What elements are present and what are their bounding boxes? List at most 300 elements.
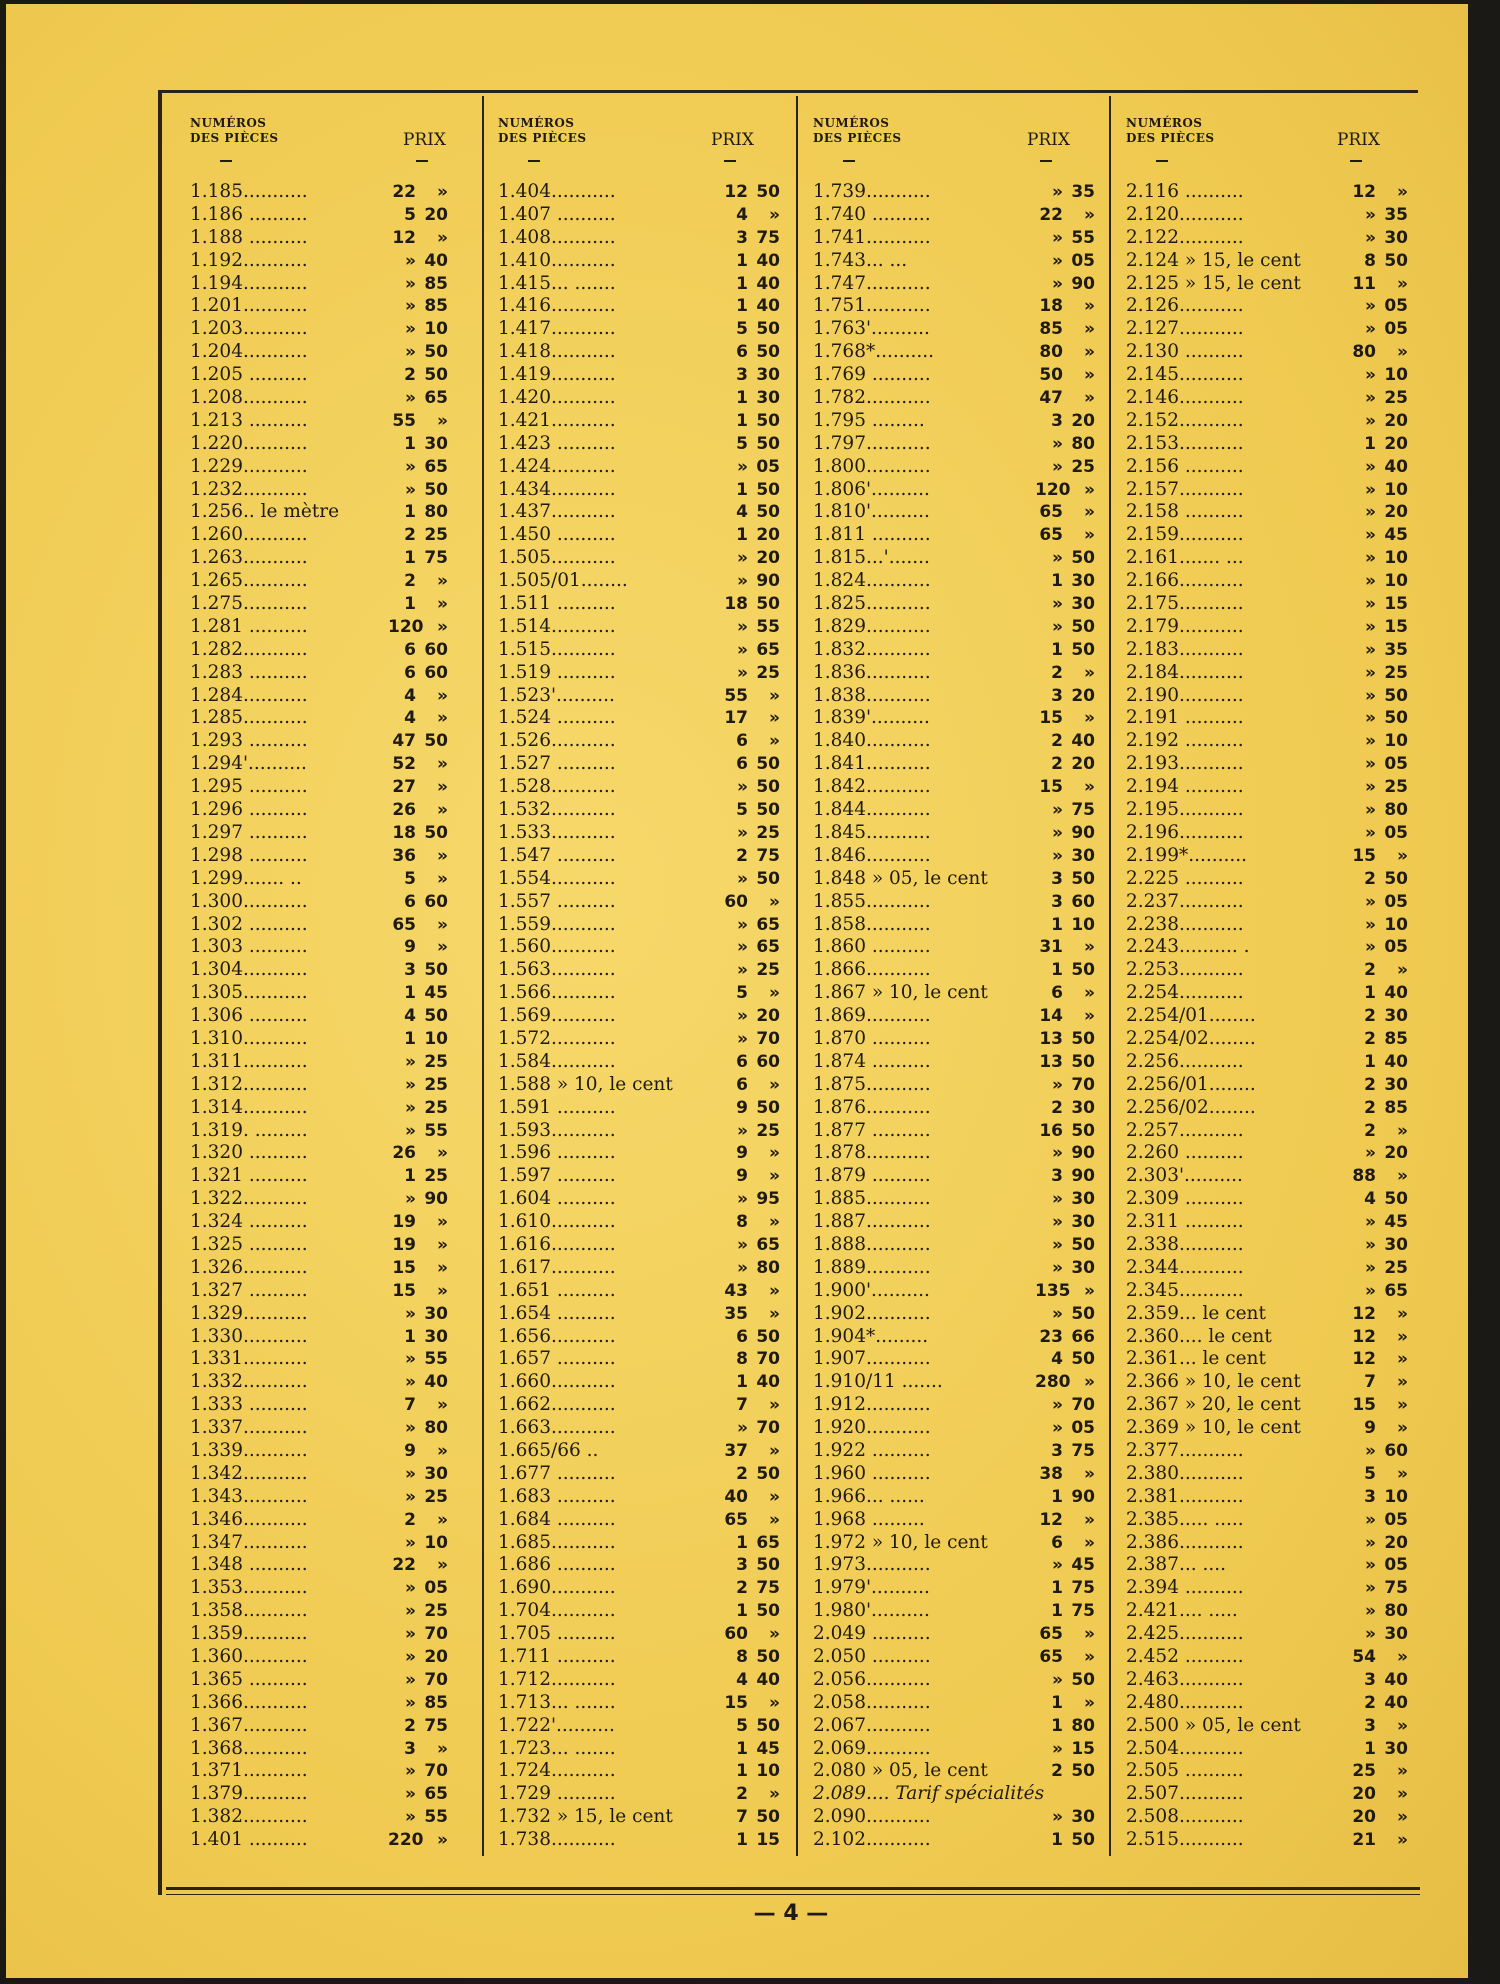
price [720, 1646, 780, 1669]
price-centimes: 90 [1071, 273, 1095, 294]
price-centimes: » [1397, 1647, 1408, 1667]
price-francs: » [405, 388, 416, 409]
price-francs: 1 [1051, 960, 1063, 981]
price-centimes: 70 [424, 1624, 448, 1645]
price [388, 1051, 448, 1074]
price-row [188, 433, 470, 456]
part-number: 2.166........... [1126, 570, 1244, 592]
price-francs: » [737, 1189, 748, 1210]
price-centimes: » [437, 868, 448, 889]
price-centimes: 40 [424, 1372, 448, 1393]
price-francs: 2 [736, 1463, 748, 1484]
price-row [188, 1165, 470, 1188]
price-row [188, 730, 470, 753]
price-centimes: » [437, 1257, 448, 1278]
part-number: 1.298 .......... [190, 844, 308, 866]
price-centimes: 55 [424, 1349, 448, 1370]
price-francs: 22 [392, 1555, 416, 1576]
price [388, 593, 448, 616]
price-centimes: 80 [1071, 1715, 1095, 1736]
price-centimes: » [1084, 342, 1095, 363]
price-francs: » [737, 662, 748, 683]
price-centimes: 70 [1071, 1395, 1095, 1416]
price-francs: 7 [404, 1395, 416, 1416]
price-centimes: 50 [1071, 639, 1095, 660]
price-francs: » [1365, 1143, 1376, 1164]
part-number: 2.256/01........ [1126, 1073, 1256, 1095]
price-francs: » [1052, 1234, 1063, 1255]
price [388, 914, 448, 937]
price-row [811, 227, 1094, 250]
price-centimes: 70 [756, 1418, 780, 1439]
price-row [811, 982, 1094, 1005]
part-number: 1.311........... [190, 1050, 308, 1072]
price [1035, 1303, 1095, 1326]
price-francs: » [1052, 1143, 1063, 1164]
numeros-header [498, 116, 587, 146]
part-number: 2.366 » 10, le cent [1126, 1371, 1301, 1393]
price-francs: » [1365, 525, 1376, 546]
part-number: 1.331........... [190, 1348, 308, 1370]
column-header [1124, 104, 1404, 176]
price [1348, 959, 1408, 982]
price-centimes: » [437, 914, 448, 935]
price-row [496, 1692, 778, 1715]
price-francs: 1 [404, 594, 416, 615]
price-centimes: 05 [1384, 822, 1408, 843]
price-row [188, 1715, 470, 1738]
price [1035, 1760, 1095, 1783]
price-centimes: 30 [1384, 1738, 1408, 1759]
part-number: 2.157........... [1126, 478, 1244, 500]
price-francs: 120 [1035, 479, 1071, 500]
price-centimes: » [1397, 1761, 1408, 1782]
price-francs: » [737, 1234, 748, 1255]
price [388, 662, 448, 685]
price-row [496, 1303, 778, 1326]
part-number: 1.304........... [190, 959, 308, 981]
price-row [496, 1211, 778, 1234]
column-separator [482, 96, 484, 1856]
price [1348, 1532, 1408, 1555]
price-row [1124, 387, 1408, 410]
price-centimes: » [1397, 845, 1408, 866]
price-francs: » [737, 937, 748, 958]
price-row [811, 295, 1094, 318]
price-francs: » [737, 1006, 748, 1027]
price-row [188, 387, 470, 410]
part-number: 1.408........... [498, 226, 616, 248]
price-centimes: 50 [1071, 1669, 1095, 1690]
price-row [188, 1348, 470, 1371]
price-francs: 43 [724, 1280, 748, 1301]
part-number: 2.359... le cent [1126, 1302, 1266, 1324]
part-number: 1.353........... [190, 1577, 308, 1599]
price-francs: 2 [404, 365, 416, 386]
price-row [188, 868, 470, 891]
price-row [188, 547, 470, 570]
price-francs: 65 [1039, 525, 1063, 546]
price-centimes: 20 [1384, 1143, 1408, 1164]
price-francs: » [737, 616, 748, 637]
part-number: 1.559........... [498, 913, 616, 935]
price-row [496, 250, 778, 273]
price [388, 707, 448, 730]
price-francs: » [1052, 1074, 1063, 1095]
price [1035, 1600, 1095, 1623]
price-row [811, 616, 1094, 639]
price [1035, 1463, 1095, 1486]
price [1348, 822, 1408, 845]
price [1035, 982, 1095, 1005]
price-francs: » [1365, 800, 1376, 821]
price [388, 295, 448, 318]
price-centimes: 50 [756, 1647, 780, 1667]
price [720, 1829, 780, 1852]
part-number: 1.302 .......... [190, 913, 308, 935]
price-centimes: 25 [1384, 388, 1408, 409]
price-francs: » [405, 456, 416, 477]
price-row [188, 1417, 470, 1440]
part-number: 2.184........... [1126, 661, 1244, 683]
part-number: 2.504........... [1126, 1737, 1244, 1759]
price [1035, 181, 1095, 204]
column-header [188, 104, 470, 176]
price-francs: 1 [736, 1830, 748, 1851]
part-number: 1.321 .......... [190, 1165, 308, 1187]
price-row [188, 639, 470, 662]
price-francs: 1 [736, 1372, 748, 1393]
price-francs: 15 [1352, 1395, 1376, 1416]
price-francs: » [405, 1418, 416, 1439]
part-number: 1.322........... [190, 1188, 308, 1210]
price-centimes: 30 [1071, 1189, 1095, 1210]
price [1348, 593, 1408, 616]
price-row [811, 547, 1094, 570]
price-centimes: » [1084, 525, 1095, 546]
price-row [811, 685, 1094, 708]
price-francs: 18 [392, 822, 416, 843]
price-francs: 26 [392, 800, 416, 821]
price-row [188, 1280, 470, 1303]
part-number: 2.067........... [813, 1714, 931, 1736]
price-francs: 47 [392, 731, 416, 752]
price-centimes: 45 [756, 1738, 780, 1759]
price-row [1124, 1142, 1408, 1165]
price [1035, 273, 1095, 296]
price [720, 1348, 780, 1371]
price-francs: 4 [404, 708, 416, 729]
price-row [811, 1600, 1094, 1623]
price-francs: 19 [392, 1234, 416, 1255]
price-centimes: » [437, 708, 448, 729]
price-centimes: 30 [424, 433, 448, 454]
column-separator [796, 96, 798, 1856]
part-number: 1.314........... [190, 1096, 308, 1118]
price [1035, 1509, 1095, 1532]
price-row [811, 1074, 1094, 1097]
price-centimes: 35 [1384, 204, 1408, 225]
price-centimes: 30 [1071, 845, 1095, 866]
price [1035, 1097, 1095, 1120]
price-centimes: 90 [1071, 1166, 1095, 1187]
price-row [496, 547, 778, 570]
price-francs: 1 [736, 1601, 748, 1622]
price-list [811, 181, 1094, 1852]
part-number: 2.394 .......... [1126, 1577, 1244, 1599]
price [1348, 1074, 1408, 1097]
price-francs: 220 [388, 1830, 424, 1851]
part-number: 1.421........... [498, 409, 616, 431]
header-dash [1040, 160, 1052, 162]
price-centimes: » [437, 182, 448, 202]
part-number: 1.347........... [190, 1531, 308, 1553]
price-centimes: 75 [1071, 1601, 1095, 1622]
part-number: 1.591 .......... [498, 1096, 616, 1118]
price-row [496, 1257, 778, 1280]
price-centimes: » [1084, 1280, 1095, 1301]
price-centimes: 70 [424, 1761, 448, 1782]
price-francs: » [737, 639, 748, 660]
price [720, 1783, 780, 1806]
part-number: 2.124 » 15, le cent [1126, 249, 1301, 271]
price-row [811, 1623, 1094, 1646]
part-number: 1.382........... [190, 1806, 308, 1828]
price [720, 433, 780, 456]
price [1348, 181, 1408, 204]
price-francs: 9 [1364, 1418, 1376, 1439]
price-row [1124, 1760, 1408, 1783]
price-francs: » [1052, 433, 1063, 454]
part-number: 1.922 .......... [813, 1439, 931, 1461]
price-francs: 55 [392, 410, 416, 431]
price-centimes: 30 [1071, 1257, 1095, 1278]
part-number: 1.515........... [498, 638, 616, 660]
price-row [1124, 615, 1408, 639]
price-row [811, 868, 1094, 891]
price-row [496, 914, 778, 937]
price [1035, 1554, 1095, 1577]
price-row [1124, 1371, 1408, 1394]
price-centimes: » [437, 845, 448, 866]
price-row [188, 1829, 470, 1852]
price-row [496, 639, 778, 662]
part-number: 1.651 .......... [498, 1279, 616, 1301]
price-francs: 2 [1364, 1074, 1376, 1095]
price-francs: 25 [1352, 1761, 1376, 1782]
price-centimes: 40 [424, 250, 448, 271]
price-row [188, 1051, 470, 1074]
part-number: 1.824........... [813, 570, 931, 592]
part-number: 2.175........... [1126, 593, 1244, 615]
price [1348, 1463, 1408, 1486]
price-francs: 8 [736, 1212, 748, 1233]
price-francs: » [1052, 1669, 1063, 1690]
price-centimes: » [1084, 937, 1095, 958]
price-centimes: » [769, 204, 780, 225]
part-number: 1.973........... [813, 1554, 931, 1576]
price [1035, 1669, 1095, 1692]
part-number: 2.159........... [1126, 524, 1244, 546]
part-number: 2.452 .......... [1126, 1646, 1244, 1667]
price-centimes: 80 [1384, 800, 1408, 821]
price-row [811, 959, 1094, 982]
price-row [811, 662, 1094, 685]
price-francs: 1 [404, 1028, 416, 1049]
column-header [496, 104, 778, 176]
price-francs: 1 [736, 479, 748, 500]
price-centimes: 15 [1071, 1738, 1095, 1759]
price [1348, 318, 1408, 341]
price [1035, 547, 1095, 570]
part-number: 1.204........... [190, 341, 308, 363]
price-row [496, 524, 778, 547]
price [1035, 1326, 1095, 1349]
part-number: 1.705 .......... [498, 1623, 616, 1645]
part-number: 1.365 .......... [190, 1668, 308, 1690]
part-number: 2.152........... [1126, 409, 1244, 431]
price [1348, 914, 1408, 937]
part-number: 1.769 .......... [813, 364, 931, 386]
part-number: 2.146........... [1126, 387, 1244, 409]
price-francs: 38 [1039, 1463, 1063, 1484]
part-number: 1.319. ......... [190, 1119, 308, 1141]
price-row [811, 1326, 1094, 1349]
part-number: 1.806'.......... [813, 478, 930, 500]
price-centimes: 10 [1384, 548, 1408, 569]
price [1348, 1417, 1408, 1440]
price [720, 730, 780, 753]
price-francs: 36 [392, 845, 416, 866]
price-centimes: 45 [424, 983, 448, 1004]
price-centimes: 25 [424, 1051, 448, 1072]
price-centimes: 70 [756, 1349, 780, 1370]
price-row [188, 799, 470, 822]
part-number: 1.560........... [498, 936, 616, 958]
price-francs: 9 [736, 1166, 748, 1187]
price-francs: » [1365, 914, 1376, 935]
price [1348, 1051, 1408, 1074]
numeros-header [190, 116, 279, 146]
price [388, 456, 448, 479]
price [720, 1509, 780, 1532]
price-centimes: » [769, 1486, 780, 1507]
price-row [1124, 1829, 1408, 1852]
price-centimes: 50 [1071, 1349, 1095, 1370]
price-francs: 1 [404, 1166, 416, 1187]
price-francs: 55 [724, 685, 748, 706]
price-row [496, 776, 778, 799]
price-centimes: » [1397, 1830, 1408, 1851]
price-centimes: 50 [756, 777, 780, 798]
price [1035, 593, 1095, 616]
part-number: 1.596 .......... [498, 1142, 616, 1164]
price-centimes: 30 [1071, 1097, 1095, 1118]
part-number: 1.205 .......... [190, 364, 308, 386]
price-centimes: 05 [1384, 891, 1408, 912]
price-centimes: » [769, 731, 780, 752]
price-francs: » [1365, 1532, 1376, 1553]
price-row [811, 1760, 1094, 1783]
price-row [1124, 1508, 1408, 1532]
price-row [1124, 249, 1408, 273]
price-francs: » [737, 1028, 748, 1049]
price-centimes: 50 [756, 182, 780, 202]
price [388, 1829, 448, 1852]
part-number: 1.572........... [498, 1027, 616, 1049]
price-row [811, 1509, 1094, 1532]
price [720, 1074, 780, 1097]
part-number: 1.327 .......... [190, 1279, 308, 1301]
price-francs: 1 [736, 273, 748, 294]
price [1035, 1051, 1095, 1074]
part-number: 1.683 .......... [498, 1485, 616, 1507]
price-row [188, 1623, 470, 1646]
price [720, 1463, 780, 1486]
part-number: 1.523'.......... [498, 684, 615, 706]
part-number: 1.900'.......... [813, 1279, 930, 1301]
price-row [188, 1783, 470, 1806]
part-number: 1.866........... [813, 959, 931, 981]
price-francs: 6 [404, 639, 416, 660]
price [1035, 845, 1095, 868]
price [1035, 318, 1095, 341]
part-number: 1.527 .......... [498, 753, 616, 775]
part-number: 2.508........... [1126, 1806, 1244, 1828]
price-row [1124, 661, 1408, 685]
price-francs: » [1365, 296, 1376, 317]
price [1035, 891, 1095, 914]
part-number: 2.311 .......... [1126, 1211, 1244, 1233]
price-centimes: » [437, 1738, 448, 1759]
price-francs: 9 [736, 1097, 748, 1118]
price-row [496, 227, 778, 250]
price-row [496, 1326, 778, 1349]
price-row [496, 891, 778, 914]
price-row [1124, 936, 1408, 959]
header-numeros: NUMÉROS [190, 116, 267, 130]
price-row [1124, 570, 1408, 593]
price-centimes: 40 [1384, 456, 1408, 477]
part-number: 2.360.... le cent [1126, 1325, 1272, 1347]
price-row [811, 1005, 1094, 1028]
price-centimes: 05 [1384, 1555, 1408, 1576]
part-number: 1.867 » 10, le cent [813, 982, 988, 1004]
price-centimes: 75 [1384, 1578, 1408, 1599]
part-number: 1.368........... [190, 1737, 308, 1759]
price-row [1124, 181, 1408, 204]
price-francs: » [405, 1372, 416, 1393]
price-centimes: 75 [1071, 1578, 1095, 1599]
price-centimes: » [1084, 319, 1095, 340]
price-centimes: » [769, 1692, 780, 1713]
price-francs: » [405, 342, 416, 363]
price-francs: 1 [404, 983, 416, 1004]
price [388, 982, 448, 1005]
price [388, 524, 448, 547]
price-francs: 135 [1035, 1280, 1071, 1301]
part-number: 1.524 .......... [498, 707, 616, 729]
part-number: 1.220........... [190, 432, 308, 454]
part-number: 1.203........... [190, 318, 308, 340]
header-prix: PRIX [1026, 130, 1070, 150]
price [388, 776, 448, 799]
price-centimes: 65 [756, 937, 780, 958]
price-row [496, 1348, 778, 1371]
header-dash [1156, 160, 1168, 162]
part-number: 2.116 .......... [1126, 181, 1244, 202]
price [720, 616, 780, 639]
